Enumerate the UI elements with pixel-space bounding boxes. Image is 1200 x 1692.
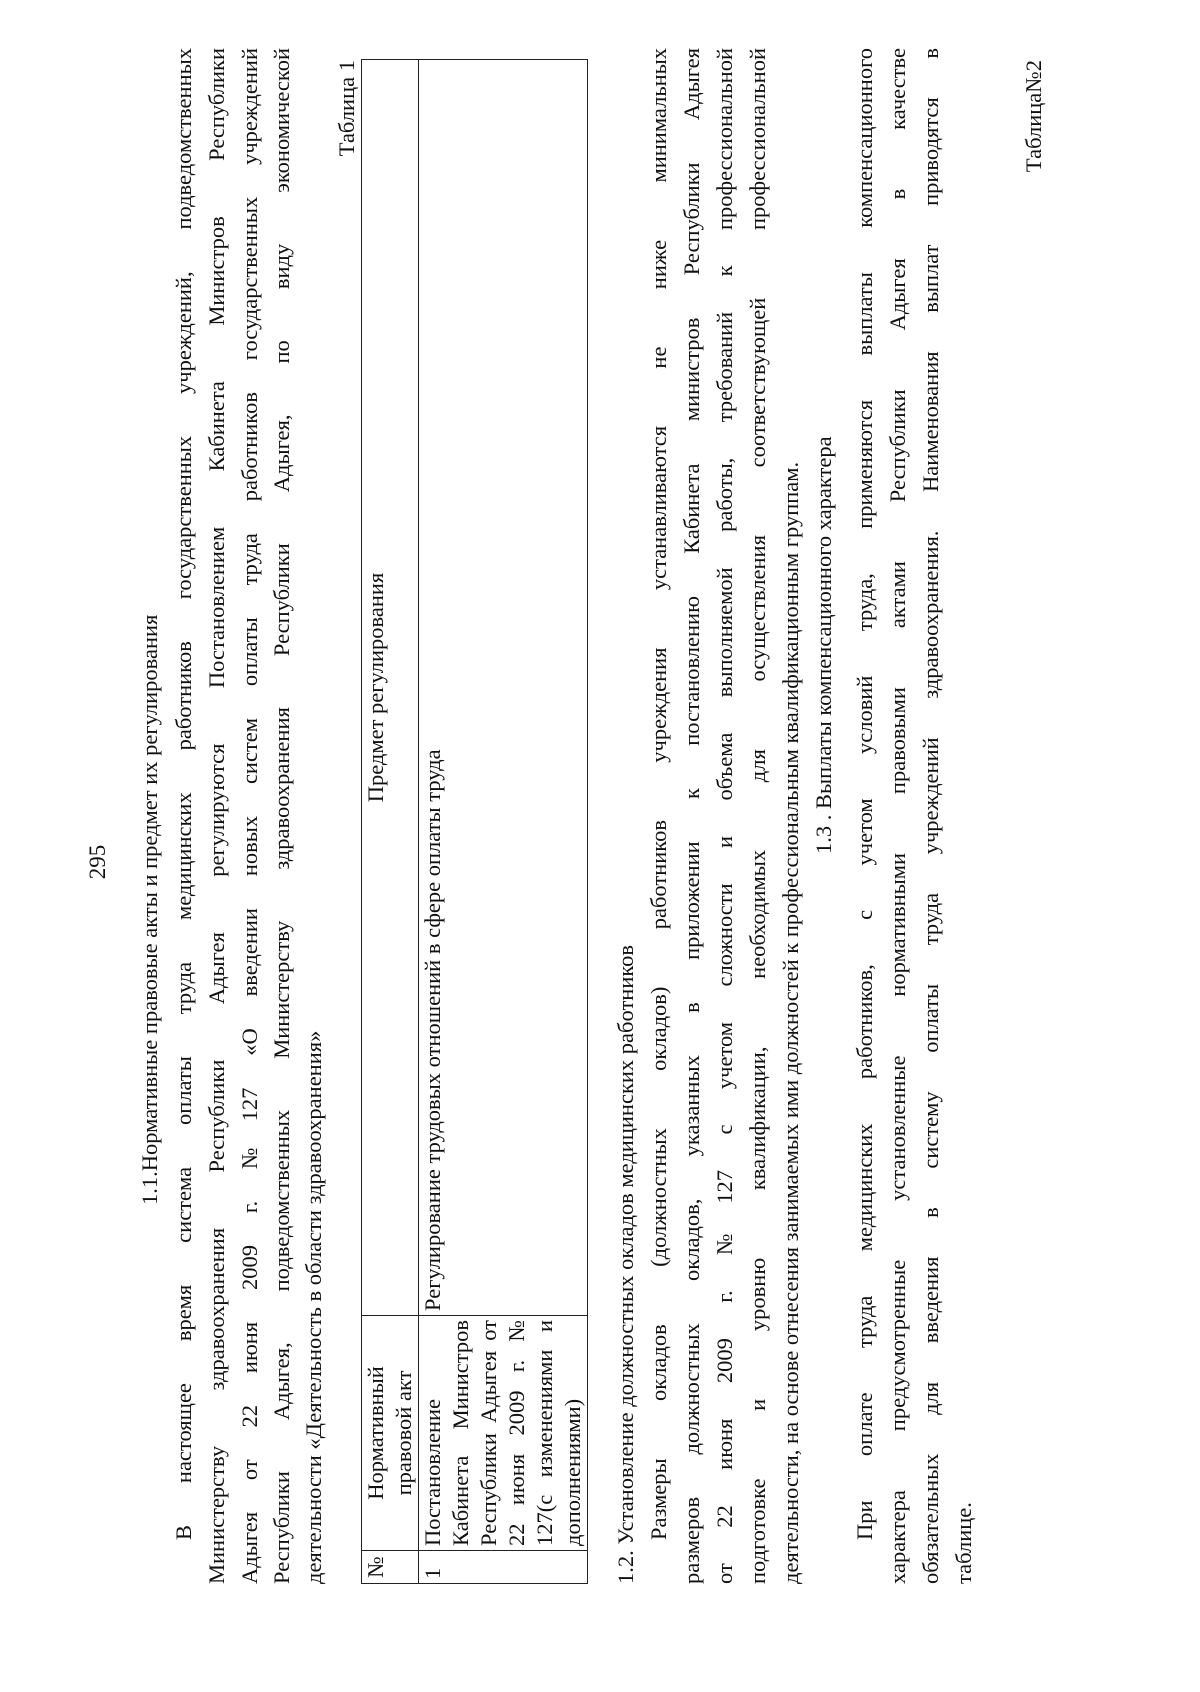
section-1-1-line-1: В настоящее время система оплаты труда медицинских работников государственных учреждений, подведомственных — [171, 48, 196, 1540]
section-1-2-line-2: размеров должностных окладов, указанных в приложении к постановлению Кабинета министров Республики Адыгея — [679, 48, 704, 1584]
section-1-3-line-3: обязательных для введения в систему оплаты труда учреждений здравоохранения. Наименования выплат приводятся в — [918, 48, 943, 1584]
section-1-2-heading: 1.2. Установление должностных окладов медицинских работников — [613, 944, 638, 1584]
column-header-legal-act: Нормативный правовой акт — [362, 1316, 419, 1551]
column-header-subject: Предмет регулирования — [362, 60, 419, 1316]
section-1-2-line-5: деятельности, на основе отнесения занимаемых ими должностей к профессиональным квалификационным группам. — [778, 461, 803, 1584]
section-1-3-line-1: При оплате труда медицинских работников, с учетом условий труда, применяются выплаты компенсационного — [852, 48, 877, 1540]
subject-cell: Регулирование трудовых отношений в сфере оплаты труда — [419, 60, 588, 1316]
table-1-caption: Таблица 1 — [334, 60, 359, 157]
table-header-row — [362, 60, 419, 1584]
section-1-1-line-3: Адыгея от 22 июня 2009 г. №127 «О введении новых систем оплаты труда работников государственных учреждений — [237, 48, 262, 1584]
section-1-1-line-5: деятельности «Деятельность в области здравоохранения» — [301, 1030, 326, 1584]
column-header-number: № — [362, 1551, 419, 1584]
legal-act-cell: Постановление Кабинета Министров Республики Адыгея от 22 июня 2009 г. № 127(с изменениями и дополнениями) — [419, 1316, 588, 1551]
regulation-table — [361, 59, 588, 1584]
row-number-cell: 1 — [419, 1551, 588, 1584]
section-1-3-line-4: таблице. — [951, 1502, 976, 1584]
table-row — [419, 60, 588, 1584]
table-2-caption: Таблица№2 — [1021, 60, 1046, 173]
section-1-1-heading: 1.1.Нормативные правовые акты и предмет их регулирования — [137, 614, 162, 1205]
page-number: 295 — [85, 844, 110, 880]
section-1-2-line-3: от 22 июня 2009 г. №127 с учетом сложности и объема выполняемой работы, требований к профессиональной — [712, 48, 737, 1584]
section-1-2-line-1: Размеры окладов (должностных окладов) работников учреждения устанавливаются не ниже минимальных — [646, 48, 671, 1540]
section-1-1-line-2: Министерству здравоохранения Республики Адыгея регулируются Постановлением Кабинета Министров Республики — [204, 48, 229, 1584]
section-1-2-line-4: подготовке и уровню квалификации, необходимых для осуществления соответствующей профессиональной — [745, 48, 770, 1584]
section-1-1-line-4: Республики Адыгея, подведомственных Министерству здравоохранения Республики Адыгея, по виду экономической — [269, 48, 294, 1584]
section-1-3-line-2: характера предусмотренные установленные нормативными правовыми актами Республики Адыгея в качестве — [885, 48, 910, 1584]
section-1-3-heading: 1.3 . Выплаты компенсационного характера — [811, 436, 836, 854]
